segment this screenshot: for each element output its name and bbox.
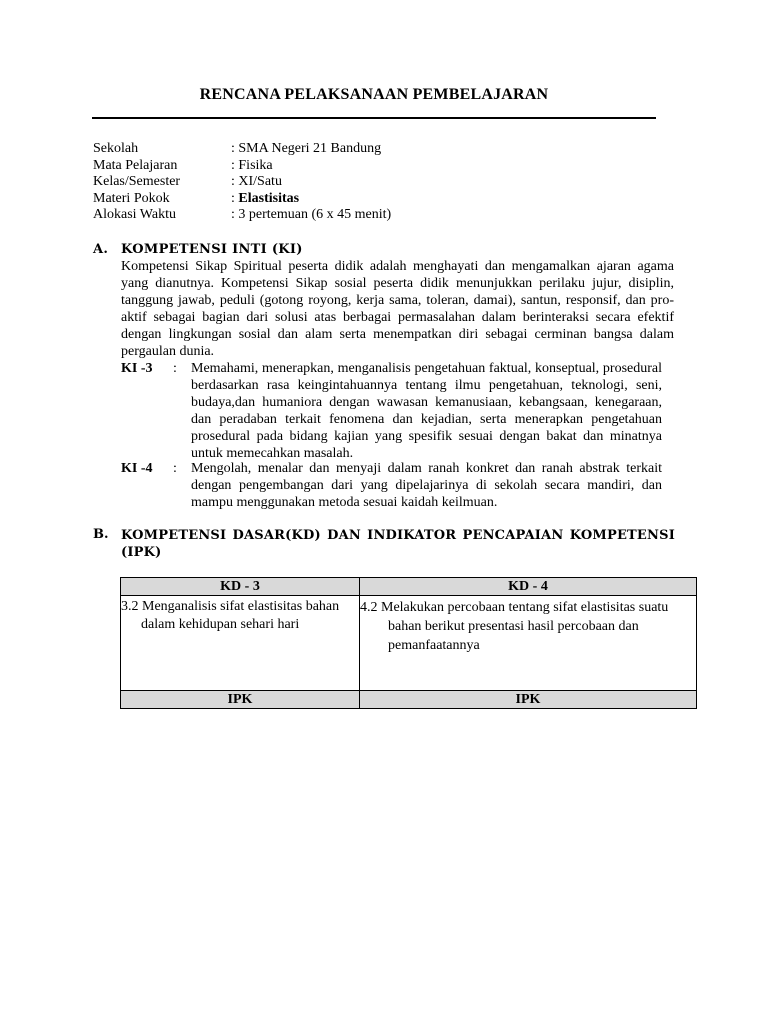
ki4-label: KI -4 [121,461,153,476]
kd3-cell [121,596,360,691]
kd4-text: 4.2 Melakukan percobaan tentang sifat elastisitas suatu bahan berikut presentasi hasil percobaan dan pemanfaatannya [360,600,669,653]
ki4-colon: : [173,461,177,476]
ki3-label: KI -3 [121,361,153,376]
kd3-text: 3.2 Menganalisis sifat elastisitas bahan dalam kehidupan sehari hari [121,599,340,632]
ki-intro-paragraph: Kompetensi Sikap Spiritual peserta didik adalah menghayati dan mengamalkan ajaran agama yang dianutnya. Kompetensi Sikap sosial peserta didik menunjukkan perilaku jujur, disiplin, tanggung jawab, peduli (gotong royong, kerja sama, toleran, damai), santun, responsif, dan pro-aktif sebagai bagian dari solusi atas berbagai permasalahan dalam berinteraksi secara efektif dengan lingkungan sosial dan alam serta menempatkan diri sebagai cerminan bangsa dalam pergaulan dunia. [121,259,674,359]
section-b-heading: KOMPETENSI DASAR(KD) DAN INDIKATOR PENCAPAIAN KOMPETENSI (IPK) [121,528,675,560]
info-label: Kelas/Semester [93,174,181,190]
ki3-colon: : [173,361,177,376]
info-value: : XI/Satu [231,174,282,190]
info-value: : Fisika [231,157,273,173]
kd3-header: KD - 3 [121,578,360,596]
title-underline [92,117,656,119]
kd-ipk-table [120,577,697,709]
info-label: Sekolah [93,141,139,156]
info-value: : SMA Negeri 21 Bandung [231,141,382,156]
document-title: RENCANA PELAKSANAAN PEMBELAJARAN [199,86,549,103]
info-value: : 3 pertemuan (6 x 45 menit) [231,207,392,223]
info-value-wrap [231,191,299,208]
info-label: Alokasi Waktu [93,207,176,223]
info-label: Mata Pelajaran [93,157,178,173]
ipk-header-right: IPK [360,691,697,709]
table-header-row [121,578,697,596]
info-label: Materi Pokok [93,190,170,206]
table-body-row [121,596,697,691]
ki3-text: Memahami, menerapkan, menganalisis pengetahuan faktual, konseptual, prosedural berdasarkan rasa keingintahuannya tentang ilmu pengetahuan, teknologi, seni, budaya,dan humaniora dengan wawasan kemanusiaan, kebangsaan, kenegaraan, dan peradaban terkait fenomena dan kejadian, serta menerapkan pengetahuan prosedural pada bidang kajian yang spesifik sesuai dengan bakat dan minatnya untuk memecahkan masalah. [191,361,662,461]
section-letter: A. [93,242,109,257]
section-title: KOMPETENSI INTI (KI) [121,242,303,257]
info-value: Elastisitas [238,190,300,206]
ki4-text: Mengolah, menalar dan menyaji dalam ranah konkret dan ranah abstrak terkait dengan pengembangan dari yang dipelajarinya di sekolah secara mandiri, dan mampu menggunakan metoda sesuai kaidah keilmuan. [191,461,662,510]
info-value-prefix: : [231,190,239,206]
ipk-header-left: IPK [121,691,360,709]
kd4-header: KD - 4 [360,578,697,596]
kd4-cell [360,596,697,691]
section-b-letter: B. [93,527,109,542]
table-footer-row [121,691,697,709]
